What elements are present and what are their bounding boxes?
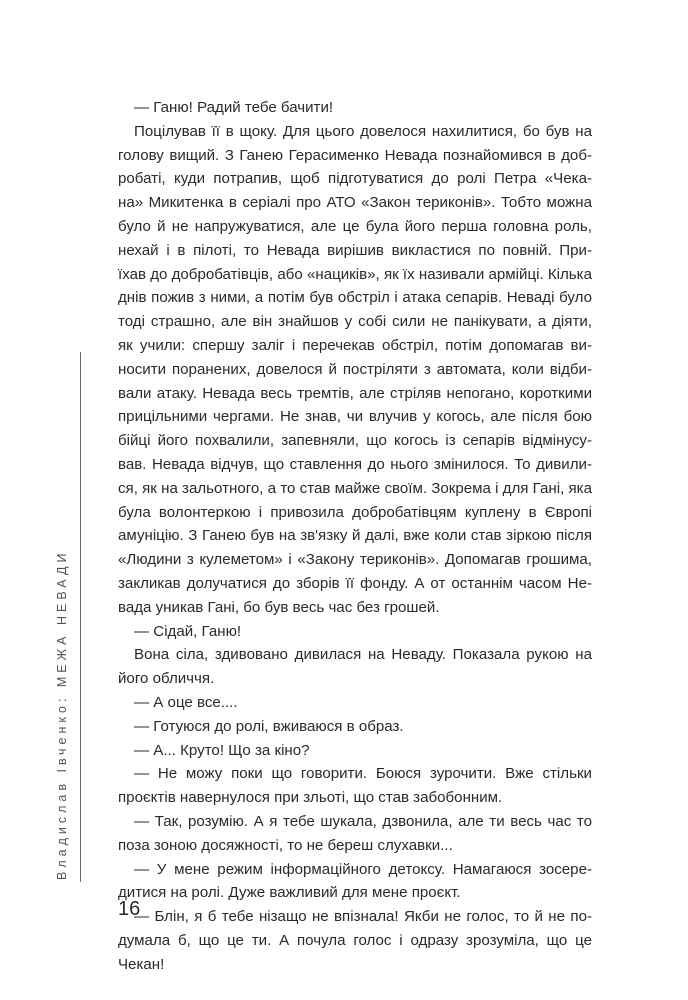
- text-line: закликав долучатися до зборів її фонду. А от останнім часом Не-: [118, 574, 592, 592]
- text-line: — Готуюся до ролі, вживаюся в образ.: [134, 717, 404, 735]
- text-line: робаті, куди потрапив, щоб підготуватися до ролі Петра «Чека-: [118, 170, 592, 188]
- text-line: — Сідай, Ганю!: [134, 622, 242, 640]
- text-line: було й не напружуватися, але це була його перша головна роль,: [118, 217, 592, 235]
- text-line: Поцілував її в щоку. Для цього довелося нахилитися, бо був на: [134, 122, 592, 140]
- text-line: тоді страшно, але він знайшов у собі сили не панікувати, а діяти,: [118, 313, 592, 331]
- text-line: була волонтеркою і привозила добробатівцям куплену в Європі: [118, 503, 592, 521]
- text-line: його обличчя.: [118, 670, 215, 688]
- text-line: як учили: спершу заліг і перечекав обстріл, потім допомагав ви-: [118, 336, 592, 354]
- text-line: носити поранених, довелося й постріляти з автомата, коли відби-: [118, 360, 592, 378]
- text-line: Чекан!: [118, 955, 165, 973]
- text-line: їхав до добробатівців, або «нациків», як їх називали армійці. Кілька: [118, 265, 592, 283]
- text-line: поза зоною досяжності, то не береш слухавки...: [118, 836, 453, 854]
- text-line: — Ганю! Радий тебе бачити!: [134, 99, 334, 116]
- margin-rule: [80, 352, 81, 882]
- text-line: на» Микитенка в серіалі про АТО «Закон териконів». Тобто можна: [118, 194, 592, 212]
- text-line: — Блін, я б тебе нізащо не впізнала! Якби не голос, то й не по-: [134, 908, 592, 926]
- text-line: вада уникав Гані, бо був весь час без грошей.: [118, 598, 440, 616]
- text-line: проєктів навернулося при зльоті, що став забобонним.: [118, 789, 503, 807]
- page-number: 16: [118, 898, 141, 920]
- text-line: «Людини з кулеметом» і «Закону териконів». Допомагав грошима,: [118, 551, 592, 569]
- text-line: днів пожив з ними, а потім був обстріл і атака сепарів. Неваді було: [118, 289, 592, 307]
- text-line: — А оце все....: [134, 693, 238, 711]
- body-text: [118, 96, 592, 976]
- text-line: вали атаку. Невада весь тремтів, але стріляв непогано, короткими: [118, 384, 592, 402]
- text-line: дитися на ролі. Дуже важливий для мене проєкт.: [118, 884, 461, 902]
- text-line: Вона сіла, здивовано дивилася на Неваду. Показала рукою на: [134, 646, 592, 664]
- text-line: прицільними чергами. Не знав, чи влучив у когось, але після бою: [118, 408, 592, 426]
- running-header: Владислав Івченко: МЕЖА НЕВАДИ: [55, 549, 69, 880]
- text-line: нехай і в пілоті, то Невада вирішив викластися по повній. При-: [118, 241, 592, 259]
- text-line: амуніцію. З Ганею був на зв'язку й далі, вже коли став зіркою після: [118, 527, 592, 545]
- text-line: — Так, розумію. А я тебе шукала, дзвонила, але ти весь час то: [134, 812, 592, 830]
- text-line: бійці його похвалили, запевняли, що когось із сепарів відмінусу-: [118, 432, 592, 450]
- text-line: голову вищий. З Ганею Герасименко Невада познайомився в доб-: [118, 146, 592, 164]
- text-line: думала б, що це ти. А почула голос і одразу зрозуміла, що це: [118, 931, 592, 949]
- text-line: вав. Невада відчув, що ставлення до нього змінилося. То дивили-: [118, 455, 592, 473]
- text-line: — А... Круто! Що за кіно?: [134, 741, 310, 759]
- text-line: ся, як на зальотного, а то став майже своїм. Зокрема і для Гані, яка: [118, 479, 592, 497]
- text-line: — У мене режим інформаційного детоксу. Намагаюся зосере-: [134, 860, 592, 878]
- text-line: — Не можу поки що говорити. Боюся зурочити. Вже стільки: [134, 765, 592, 783]
